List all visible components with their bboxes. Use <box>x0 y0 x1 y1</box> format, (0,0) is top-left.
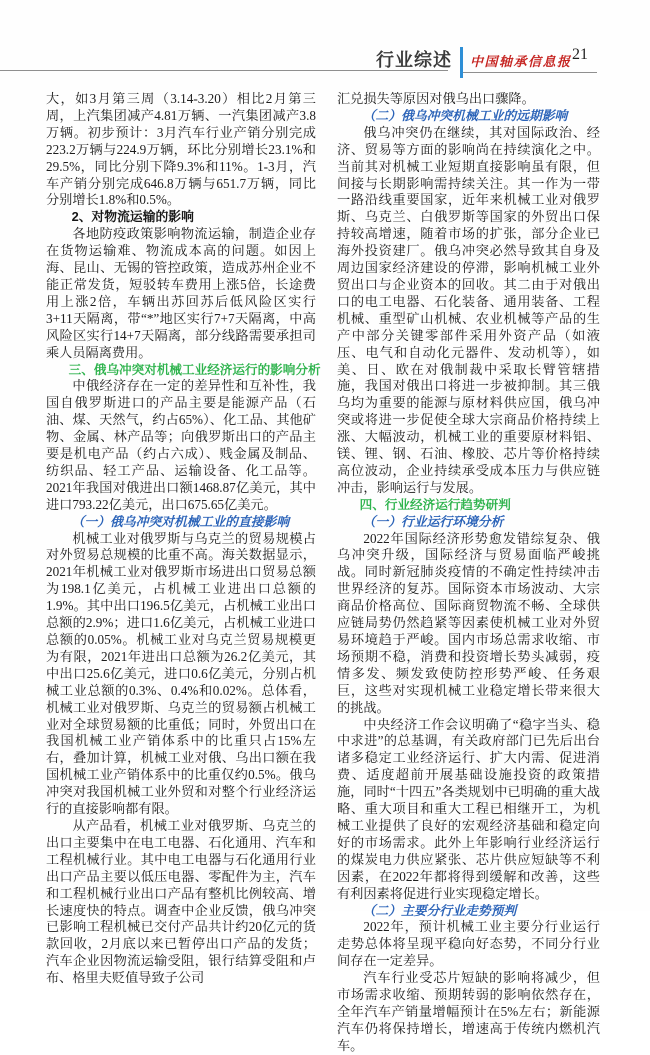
paragraph: 中俄经济存在一定的差异性和互补性，我国自俄罗斯进口的产品主要是能源产品（石油、煤、天然气，约占65%）、化工品、其他矿物、金属、林产品等；向俄罗斯出口的产品主要是机电产品（约占六成）、贱金属及制品、纺织品、轻工产品、运输设备、化工品等。2021年我国对俄进出口额1468.87亿美元，其中进口793.22亿美元，出口675.65亿美元。 <box>46 378 316 512</box>
subsection-heading-blue: （一）俄乌冲突对机械工业的直接影响 <box>71 514 290 529</box>
paragraph: 从产品看，机械工业对俄罗斯、乌克兰的出口主要集中在电工电器、石化通用、汽车和工程机械行业。其中电工电器与石化通用行业出口产品主要以低压电器、零配件为主，汽车和工程机械行业出口产品有整机比例较高、增长速度快的特点。调查中企业反馈，俄乌冲突已影响工程机械已交付产品共计约20亿元的货款回收，2月底以来已暂停出口产品的发货；汽车企业因物流运输受阻，银行结算受阻和卢布、格里夫贬值导致子公司 <box>46 817 316 986</box>
masthead-divider-bar <box>460 47 463 78</box>
paragraph: 机械工业对俄罗斯与乌克兰的贸易规模占对外贸易总规模的比重不高。海关数据显示，2021年机械工业对俄罗斯市场进出口贸易总额为198.1亿美元，占机械工业进出口总额的1.9%。其中出口196.5亿美元，占机械工业出口总额的2.9%；进口1.6亿美元，占机械工业进口总额的0.05%。机械工业对乌克兰贸易规模更为有限，2021年进出口总额为26.2亿美元，其中出口25.6亿美元，进口0.6亿美元，分别占机械工业总额的0.3%、0.4%和0.02%。总体看，机械工业对俄罗斯、乌克兰的贸易额占机械工业对全球贸易额的比重低；同时，外贸出口在我国机械工业产销体系中的比重只占15%左右，叠加计算，机械工业对俄、乌出口额在我国机械工业产销体系中的比重仅约0.5%。俄乌冲突对我国机械工业外贸和对整个行业经济运行的直接影响都有限。 <box>46 530 316 817</box>
right-column <box>337 91 600 1055</box>
section-title: 行业综述 <box>376 50 452 70</box>
section-heading-green: 三、俄乌冲突对机械工业经济运行的影响分析 <box>68 362 321 377</box>
paragraph: 汇兑损失等原因对俄乌出口骤降。 <box>337 91 535 106</box>
left-column <box>46 91 321 987</box>
paragraph: 俄乌冲突仍在继续，其对国际政治、经济、贸易等方面的影响尚在持续演化之中。当前其对机械工业短期直接影响虽有限，但间接与长期影响需持续关注。其一作为一带一路沿线重要国家，近年来机械工业对俄罗斯、乌克兰、白俄罗斯等国家的外贸出口保持较高增速，随着市场的扩张，部分企业已海外投资建厂。俄乌冲突必然导致其自身及周边国家经济建设的停滞，影响机械工业外贸出口与企业资本的回收。其二由于对俄出口的电工电器、石化装备、通用装备、工程机械、重型矿山机械、农业机械等产品的生产中部分关键零部件采用外资产品（如液压、电气和自动化元器件、发动机等），如美、日、欧在对俄制裁中采取长臂管辖措施，我国对俄出口将进一步被抑制。其三俄乌均为重要的能源与原材料供应国，俄乌冲突或将进一步促使全球大宗商品价格持续上涨、大幅波动，机械工业的重要原材料铝、镁、锂、钢、石油、橡胶、芯片等价格持续高位波动，企业持续承受成本压力与供应链冲击，影响运行与发展。 <box>337 124 600 495</box>
paragraph: 2022年，预计机械工业主要分行业运行走势总体将呈现平稳向好态势，不同分行业间存在一定差异。 <box>337 919 600 969</box>
paragraph: 中央经济工作会议明确了“稳字当头、稳中求进”的总基调，有关政府部门已先后出台诸多稳定工业经济运行、扩大内需、促进消费、适度超前开展基础设施投资的政策措施，同时“十四五”各类规划中已明确的重大战略、重大项目和重大工程已相继开工，为机械工业提供了良好的宏观经济基础和稳定向好的市场需求。此外上年影响行业经济运行的煤炭电力供应紧张、芯片供应短缺等不利因素，在2022年都将得到缓解和改善，这些有利因素将促进行业实现稳定增长。 <box>337 716 600 901</box>
header-rule-right <box>463 72 597 73</box>
subsection-heading-blue: （一）行业运行环境分析 <box>362 514 504 529</box>
section-heading-green: 四、行业经济运行趋势研判 <box>359 497 511 512</box>
page-number: 21 <box>572 46 588 63</box>
masthead-title: 中国轴承信息报 <box>470 54 572 69</box>
subsection-heading-blue: （二）主要分行业走势预判 <box>362 903 517 918</box>
subsection-heading-bold: 2、对物流运输的影响 <box>71 209 194 225</box>
paragraph: 汽车行业受芯片短缺的影响将减少，但市场需求收缩、预期转弱的影响依然存在，全年汽车产销量增幅预计在5%左右；新能源汽车仍将保持增长，增速高于传统内燃机汽车。 <box>337 970 600 1053</box>
paragraph: 大，如3月第三周（3.14-3.20）相比2月第三周，上汽集团减产4.81万辆、一汽集团减产3.8万辆。初步预计：3月汽车行业产销分别完成223.2万辆与224.9万辆，环比分别增长23.1%和29.5%，同比分别下降9.3%和11%。1-3月，汽车产销分别完成646.8万辆与651.7万辆，同比分别增长1.8%和0.5%。 <box>46 91 316 208</box>
subsection-heading-blue: （二）俄乌冲突机械工业的远期影响 <box>362 108 568 123</box>
paragraph: 各地防疫政策影响物流运输，制造企业存在货物运输难、物流成本高的问题。如因上海、昆山、无锡的管控政策，造成苏州企业不能正常发货，短驳转车费用上涨5倍，长途费用上涨2倍，车辆出苏回苏后低风险区实行3+11天隔离，带“*”地区实行7+7天隔离，中高风险区实行14+7天隔离，部分线路需要承担司乘人员隔离费用。 <box>46 226 316 360</box>
paragraph: 2022年国际经济形势愈发错综复杂、俄乌冲突升级，国际经济与贸易面临严峻挑战。同时新冠肺炎疫情的不确定性持续冲击世界经济的复苏。国际资本市场波动、大宗商品价格高位、国际商贸物流不畅、全球供应链局势仍然趋紧等因素使机械工业对外贸易环境趋于严峻。国内市场总需求收缩、市场预期不稳，消费和投资增长势头减弱，疫情多发、频发致使防控形势严峻、任务艰巨，这些对实现机械工业稳定增长带来很大的挑战。 <box>337 530 600 715</box>
